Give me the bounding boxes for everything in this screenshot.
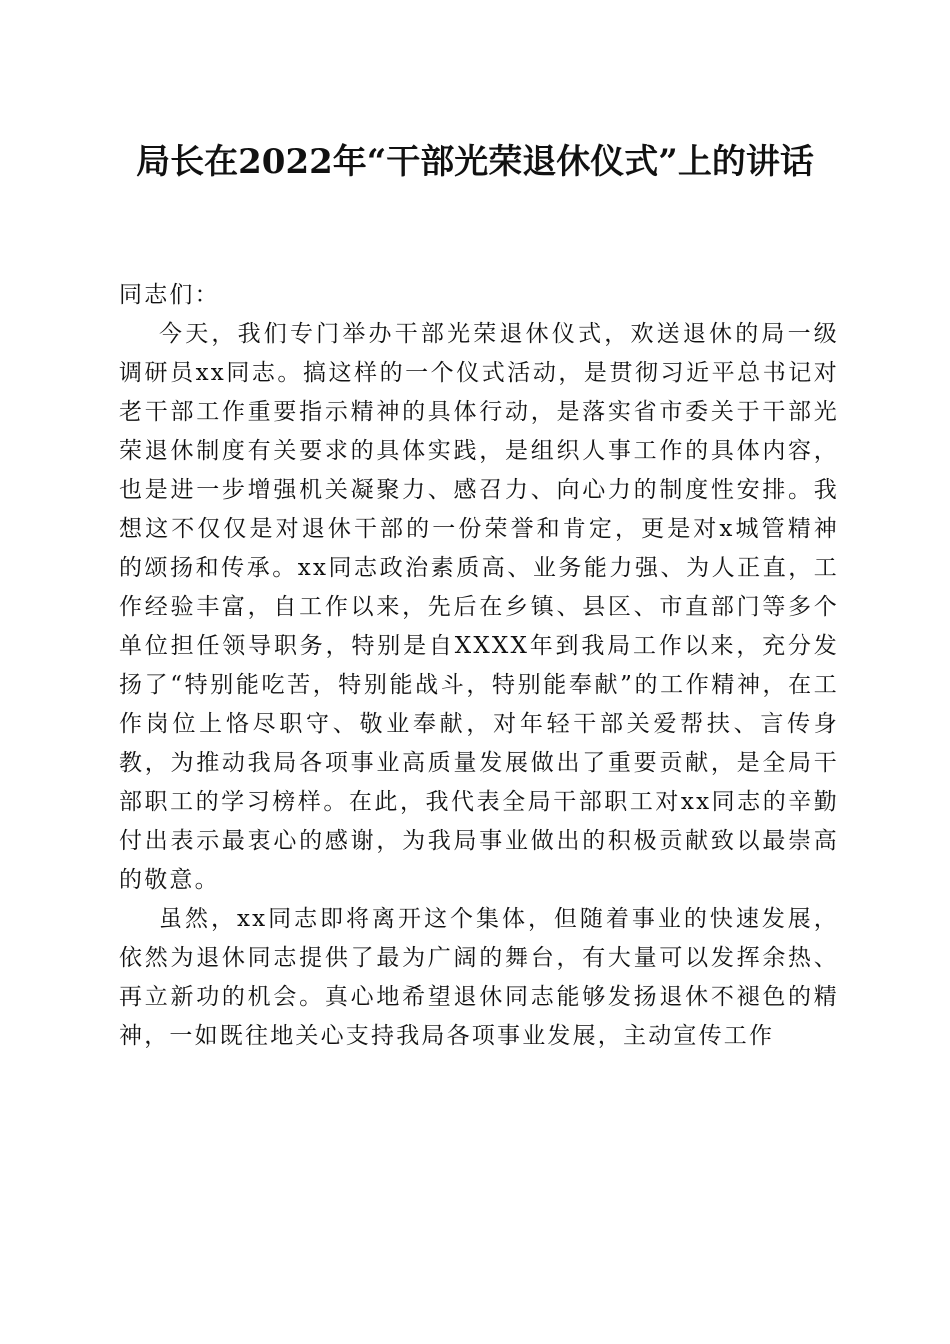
paragraph: 虽然，xx同志即将离开这个集体，但随着事业的快速发展，依然为退休同志提供了最为广阔的舞台，有大量可以发挥余热、再立新功的机会。真心地希望退休同志能够发扬退休不褪色的精神，一如既往地关心支持我局各项事业发展，主动宣传工作 <box>119 906 839 1049</box>
paragraph: 今天，我们专门举办干部光荣退休仪式，欢送退休的局一级调研员xx同志。搞这样的一个仪式活动，是贯彻习近平总书记对老干部工作重要指示精神的具体行动，是落实省市委关于干部光荣退休制度有关要求的具体实践，是组织人事工作的具体内容，也是进一步增强机关凝聚力、感召力、向心力的制度性安排。我想这不仅仅是对退休干部的一份荣誉和肯定，更是对x城管精神的颂扬和传承。xx同志政治素质高、业务能力强、为人正直，工作经验丰富，自工作以来，先后在乡镇、县区、市直部门等多个单位担任领导职务，特别是自XXXX年到我局工作以来，充分发扬了“特别能吃苦，特别能战斗，特别能奉献”的工作精神，在工作岗位上恪尽职守、敬业奉献，对年轻干部关爱帮扶、言传身教，为推动我局各项事业高质量发展做出了重要贡献，是全局干部职工的学习榜样。在此，我代表全局干部职工对xx同志的辛勤付出表示最衷心的感谢，为我局事业做出的积极贡献致以最崇高的敬意。 <box>119 321 839 893</box>
document-title: 局长在2022年“干部光荣退休仪式”上的讲话 <box>136 142 814 182</box>
salutation: 同志们： <box>119 282 220 308</box>
document-body <box>119 276 839 1056</box>
